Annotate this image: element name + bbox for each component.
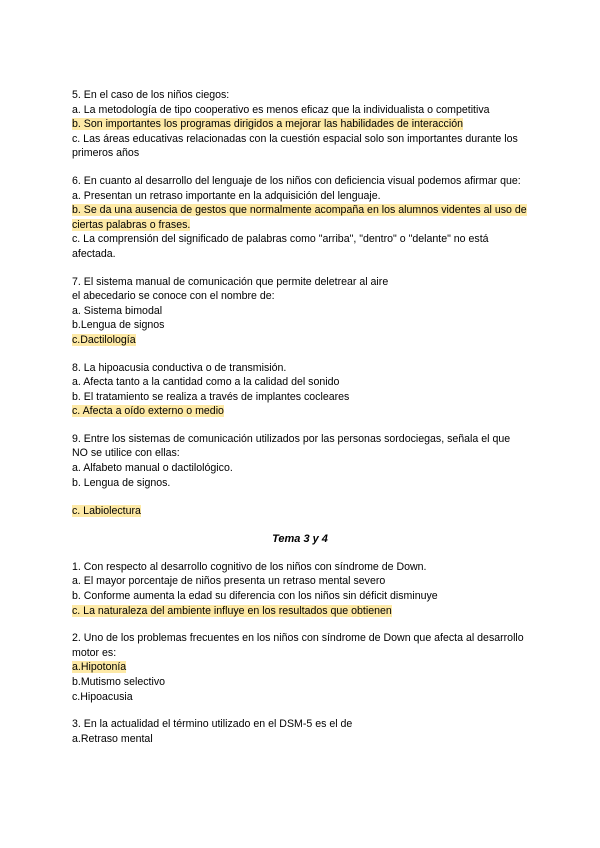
answer-option: b.Lengua de signos: [72, 319, 165, 332]
highlighted-answer: c.Dactilología: [72, 333, 136, 346]
question-stem: 6. En cuanto al desarrollo del lenguaje de los niños con deficiencia visual podemos afirmar que:: [72, 174, 521, 187]
question-block: [72, 560, 528, 618]
highlighted-answer: c. La naturaleza del ambiente influye en los resultados que obtienen: [72, 604, 392, 617]
blank-line: [72, 490, 528, 504]
answer-option: a. Presentan un retraso importante en la adquisición del lenguaje.: [72, 189, 381, 202]
answer-option: a. Sistema bimodal: [72, 304, 163, 317]
highlighted-answer: a.Hipotonía: [72, 661, 127, 674]
answer-option: a. La metodología de tipo cooperativo es menos eficaz que la individualista o competitiva: [72, 103, 490, 116]
question-stem: 7. El sistema manual de comunicación que permite deletrear al aire: [72, 275, 389, 288]
answer-option-correct: [72, 404, 528, 419]
answer-option-correct: [72, 660, 528, 675]
answer-option-correct: [72, 604, 528, 619]
answer-option-correct: [72, 203, 528, 232]
question-block: [72, 432, 528, 519]
highlighted-answer: b. Se da una ausencia de gestos que normalmente acompaña en los alumnos videntes al uso de ciertas palabras o frases.: [72, 204, 527, 231]
answer-option: a. Afecta tanto a la cantidad como a la calidad del sonido: [72, 376, 340, 389]
question-block: [72, 631, 528, 704]
question-stem: el abecedario se conoce con el nombre de:: [72, 290, 275, 303]
questions-top: [72, 88, 528, 519]
answer-option-correct: [72, 333, 528, 348]
questions-bottom: [72, 560, 528, 747]
answer-option: b. Lengua de signos.: [72, 476, 171, 489]
highlighted-answer: b. Son importantes los programas dirigidos a mejorar las habilidades de interacción: [72, 118, 463, 131]
answer-option: c.Hipoacusia: [72, 690, 133, 703]
question-stem: 8. La hipoacusia conductiva o de transmisión.: [72, 361, 287, 374]
question-stem: 3. En la actualidad el término utilizado en el DSM-5 es el de: [72, 718, 353, 731]
question-stem: 9. Entre los sistemas de comunicación utilizados por las personas sordociegas, señala el que NO se utilice con ellas:: [72, 432, 511, 460]
answer-option: b. Conforme aumenta la edad su diferencia con los niños sin déficit disminuye: [72, 590, 438, 603]
answer-option-correct: [72, 504, 528, 519]
answer-option: b. El tratamiento se realiza a través de implantes cocleares: [72, 390, 350, 403]
answer-option: a. Alfabeto manual o dactilológico.: [72, 462, 233, 475]
answer-option: b.Mutismo selectivo: [72, 676, 166, 688]
question-stem: 2. Uno de los problemas frecuentes en los niños con síndrome de Down que afecta al desarrollo motor es:: [72, 632, 524, 659]
answer-option-correct: [72, 117, 528, 132]
answer-option: c. Las áreas educativas relacionadas con la cuestión espacial solo son importantes durante los primeros años: [72, 132, 518, 160]
question-block: [72, 275, 528, 348]
question-stem: 5. En el caso de los niños ciegos:: [72, 89, 230, 101]
section-title: Tema 3 y 4: [272, 532, 328, 545]
answer-option: c. La comprensión del significado de palabras como "arriba", "dentro" o "delante" no está afectada.: [72, 233, 489, 260]
highlighted-answer: c. Afecta a oído externo o medio: [72, 405, 224, 418]
answer-option: a.Retraso mental: [72, 732, 153, 745]
question-block: [72, 174, 528, 262]
answer-option: a. El mayor porcentaje de niños presenta un retraso mental severo: [72, 575, 386, 588]
question-stem: 1. Con respecto al desarrollo cognitivo de los niños con síndrome de Down.: [72, 560, 427, 573]
question-block: [72, 361, 528, 419]
question-block: [72, 88, 528, 161]
question-block: [72, 717, 528, 746]
highlighted-answer: c. Labiolectura: [72, 505, 141, 518]
